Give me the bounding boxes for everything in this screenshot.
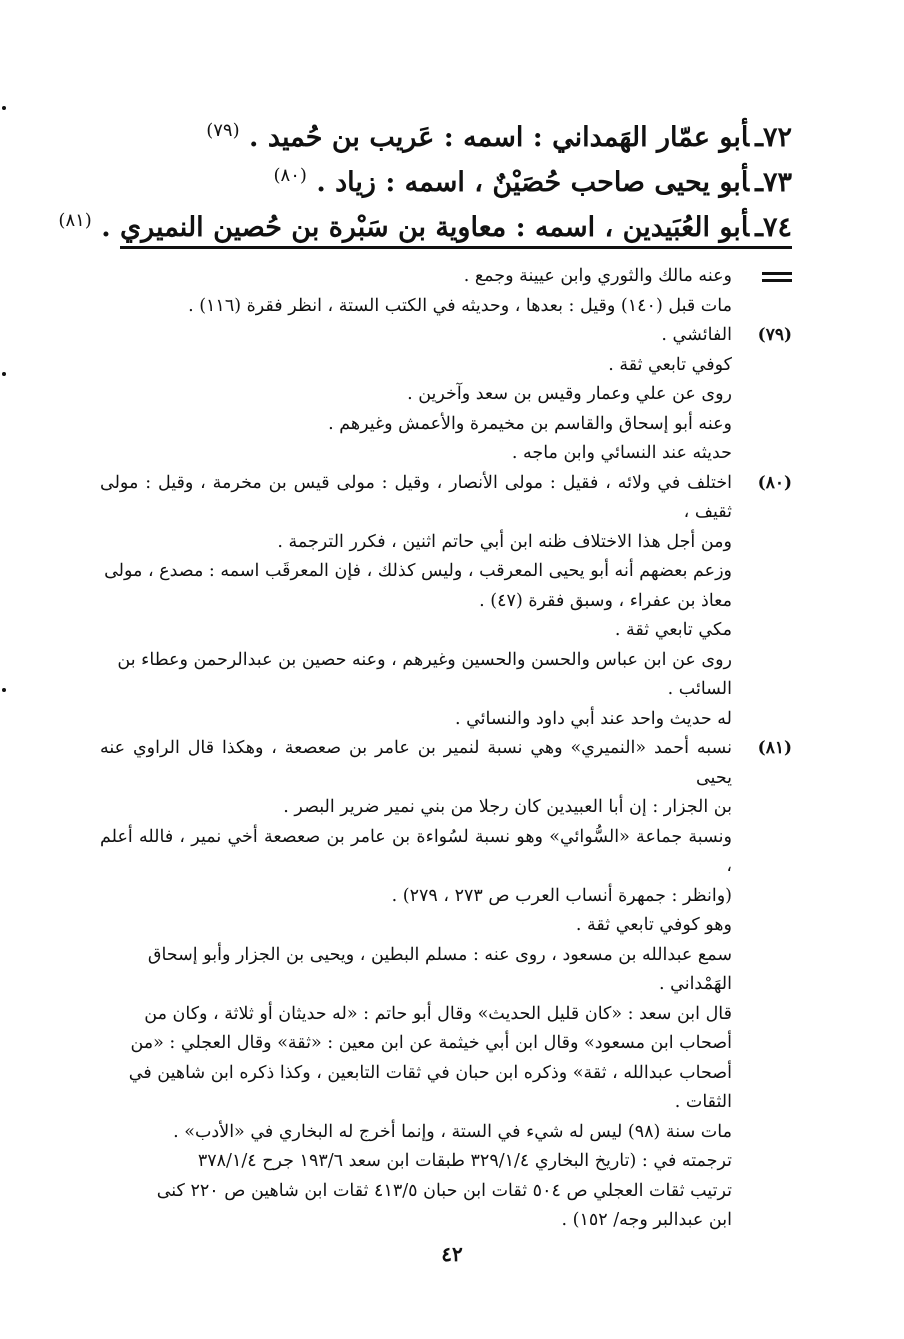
footnote-line: أصحاب عبدالله ، ثقة» وذكره ابن حبان في ثقات التابعين ، وكذا ذكره ابن شاهين في	[128, 1062, 732, 1083]
entry-text: أبو يحيى صاحب حُصَيْنٌ ، اسمه : زياد .	[316, 167, 750, 198]
footnote-80	[100, 469, 792, 735]
footnote-line: اختلف في ولائه ، فقيل : مولى الأنصار ، وقيل : مولى قيس بن مخرمة ، وقيل : مولى ثقيف ،	[100, 472, 732, 522]
entry-text: أبو العُبَيدين ، اسمه : معاوية بن سَبْرة بن حُصين النميري .	[101, 212, 750, 243]
main-entries	[58, 112, 792, 247]
footnote-line: وزعم بعضهم أنه أبو يحيى المعرقب ، وليس كذلك ، فإن المعرقَب اسمه : مصدع ، مولى	[104, 561, 732, 581]
footnote-line: مات سنة (٩٨) ليس له شيء في الستة ، وإنما أخرج له البخاري في «الأدب» .	[173, 1121, 732, 1142]
entry-72	[120, 112, 792, 157]
scan-speck	[2, 688, 6, 692]
footnote-ref: (٧٩)	[206, 120, 240, 141]
footnote-line: كوفي تابعي ثقة .	[608, 354, 732, 375]
scan-speck	[2, 372, 6, 376]
footnote-separator	[120, 246, 792, 249]
footnote-line: وعنه مالك والثوري وابن عيينة وجمع .	[463, 266, 732, 286]
continuation-icon	[762, 271, 792, 283]
footnote-line: ومن أجل هذا الاختلاف ظنه ابن أبي حاتم اثنين ، فكرر الترجمة .	[277, 531, 732, 552]
entry-number: ٧٤ـ	[755, 212, 792, 243]
footnote-line: حديثه عند النسائي وابن ماجه .	[511, 443, 732, 463]
entry-73	[120, 157, 792, 202]
footnote-line: (وانظر : جمهرة أنساب العرب ص ٢٧٣ ، ٢٧٩) .	[391, 885, 732, 906]
entry-text: أبو عمّار الهَمداني : اسمه : عَريب بن حُميد .	[249, 122, 750, 153]
footnote-ref: (٨٠)	[273, 165, 307, 186]
scan-speck	[2, 106, 6, 110]
footnote-line: الهَمْداني .	[658, 974, 732, 994]
footnote-continuation	[100, 262, 792, 321]
footnote-line: وهو كوفي تابعي ثقة .	[575, 915, 732, 935]
footnote-line: روى عن علي وعمار وقيس بن سعد وآخرين .	[407, 384, 732, 404]
footnote-line: ونسبة جماعة «السُّوائي» وهو نسبة لسُواءة بن عامر بن صعصعة أخي نمير ، فالله أعلم ،	[100, 826, 732, 876]
footnote-line: الفائشي .	[661, 325, 732, 345]
entry-number: ٧٢ـ	[755, 122, 792, 153]
footnote-line: وعنه أبو إسحاق والقاسم بن مخيمرة والأعمش وغيرهم .	[328, 413, 732, 434]
footnote-marker: (٨٠)	[757, 472, 792, 493]
entry-number: ٧٣ـ	[755, 167, 792, 198]
footnote-marker: (٧٩)	[757, 325, 792, 345]
footnote-line: نسبه أحمد «النميري» وهي نسبة لنمير بن عامر بن صعصعة ، وهكذا قال الراوي عنه يحيى	[100, 738, 732, 788]
page-number: ٤٢	[441, 1242, 463, 1266]
footnote-line: سمع عبدالله بن مسعود ، روى عنه : مسلم البطين ، ويحيى بن الجزار وأبو إسحاق	[147, 944, 732, 965]
footnote-line: الثقات .	[674, 1092, 732, 1112]
footnote-81	[100, 734, 792, 1236]
footnotes	[100, 262, 792, 1236]
footnote-ref: (٨١)	[58, 210, 92, 231]
footnote-line: مات قبل (١٤٠) وقيل : بعدها ، وحديثه في الكتب الستة ، انظر فقرة (١١٦) .	[188, 295, 732, 316]
footnote-line: له حديث واحد عند أبي داود والنسائي .	[454, 708, 732, 729]
footnote-marker: (٨١)	[757, 738, 792, 758]
footnote-line: ترجمته في : (تاريخ البخاري ٣٢٩/١/٤ طبقات ابن سعد ١٩٣/٦ جرح ٣٧٨/١/٤	[197, 1151, 732, 1171]
footnote-line: أصحاب ابن مسعود» وقال ابن أبي خيثمة عن ابن معين : «ثقة» وقال العجلي : «من	[130, 1033, 732, 1053]
footnote-line: السائب .	[667, 679, 732, 699]
entry-74	[58, 202, 792, 247]
footnote-line: ترتيب ثقات العجلي ص ٥٠٤ ثقات ابن حبان ٤١٣/٥ ثقات ابن شاهين ص ٢٢٠ كنى	[156, 1180, 732, 1201]
footnote-79	[100, 321, 792, 469]
footnote-line: قال ابن سعد : «كان قليل الحديث» وقال أبو حاتم : «له حديثان أو ثلاثة ، وكان من	[144, 1003, 732, 1024]
continuation-mark	[732, 262, 792, 321]
footnote-line: معاذ بن عفراء ، وسبق فقرة (٤٧) .	[479, 590, 732, 611]
footnote-line: مكي تابعي ثقة .	[614, 620, 732, 640]
footnote-line: ابن عبدالبر وجه/ ١٥٢) .	[561, 1210, 732, 1230]
footnote-line: روى عن ابن عباس والحسن والحسين وغيرهم ، وعنه حصين بن عبدالرحمن وعطاء بن	[117, 649, 732, 670]
footnote-line: بن الجزار : إن أبا العبيدين كان رجلا من بني نمير ضرير البصر .	[283, 797, 732, 817]
